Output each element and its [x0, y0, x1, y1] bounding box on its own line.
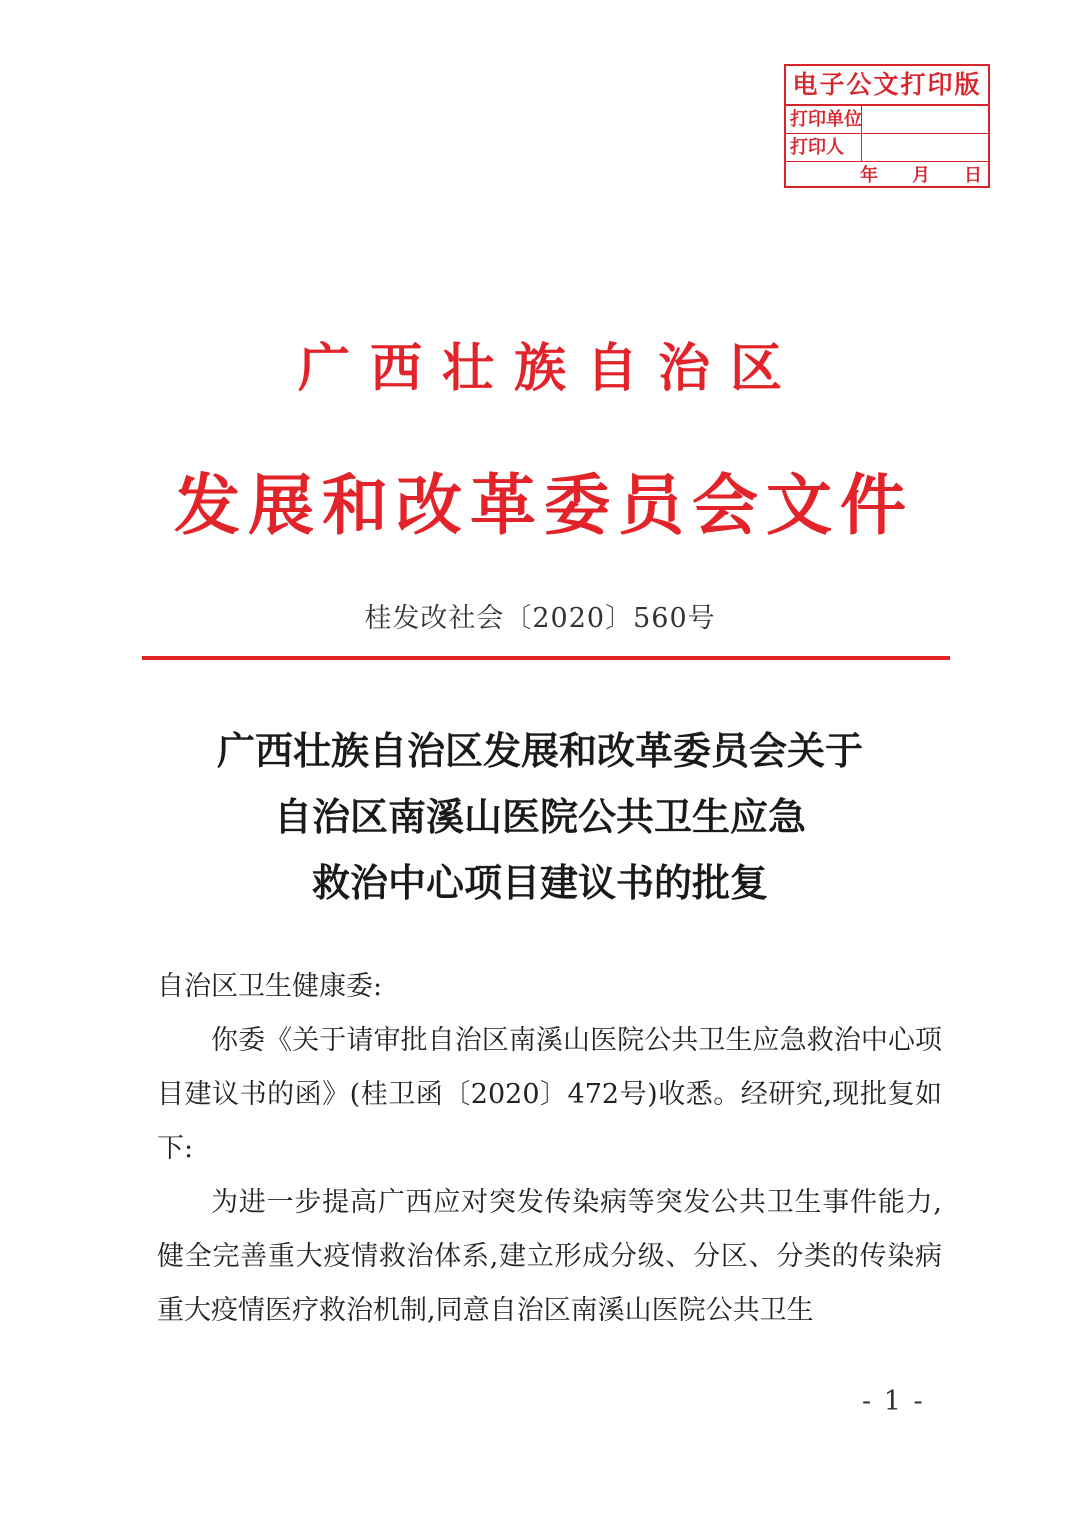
stamp-title: 电子公文打印版	[786, 66, 988, 106]
issuing-org-line2: 发展和改革委员会文件	[174, 466, 914, 544]
stamp-person-label: 打印人	[786, 134, 862, 161]
document-number: 桂发改社会〔2020〕560号	[364, 603, 716, 634]
page-number: - 1 -	[862, 1386, 925, 1417]
title-line-3: 救治中心项目建议书的批复	[311, 860, 768, 905]
print-stamp	[784, 64, 990, 188]
body-paragraph-2: 为进一步提高广西应对突发传染病等突发公共卫生事件能力,健全完善重大疫情救治体系,建立形成分级、分区、分类的传染病重大疫情医疗救治机制,同意自治区南溪山医院公共卫生	[157, 1187, 942, 1326]
stamp-year-label: 年	[860, 165, 878, 186]
addressee: 自治区卫生健康委:	[157, 971, 383, 1002]
document-body	[157, 960, 942, 1338]
stamp-person-value	[862, 134, 988, 161]
title-line-2: 自治区南溪山医院公共卫生应急	[273, 794, 806, 839]
stamp-day-label: 日	[964, 165, 982, 186]
stamp-person-row	[786, 134, 988, 162]
stamp-unit-value	[862, 106, 988, 133]
stamp-unit-row	[786, 106, 988, 134]
stamp-unit-label: 打印单位	[786, 106, 862, 133]
stamp-date-row	[786, 162, 988, 190]
document-title	[0, 718, 1080, 916]
body-paragraph-1: 你委《关于请审批自治区南溪山医院公共卫生应急救治中心项目建议书的函》(桂卫函〔2020〕472号)收悉。经研究,现批复如下:	[157, 1025, 942, 1164]
title-line-1: 广西壮族自治区发展和改革委员会关于	[216, 728, 863, 773]
stamp-month-label: 月	[912, 165, 930, 186]
issuing-org-line1: 广西壮族自治区	[297, 338, 802, 399]
red-separator-line	[142, 656, 950, 660]
